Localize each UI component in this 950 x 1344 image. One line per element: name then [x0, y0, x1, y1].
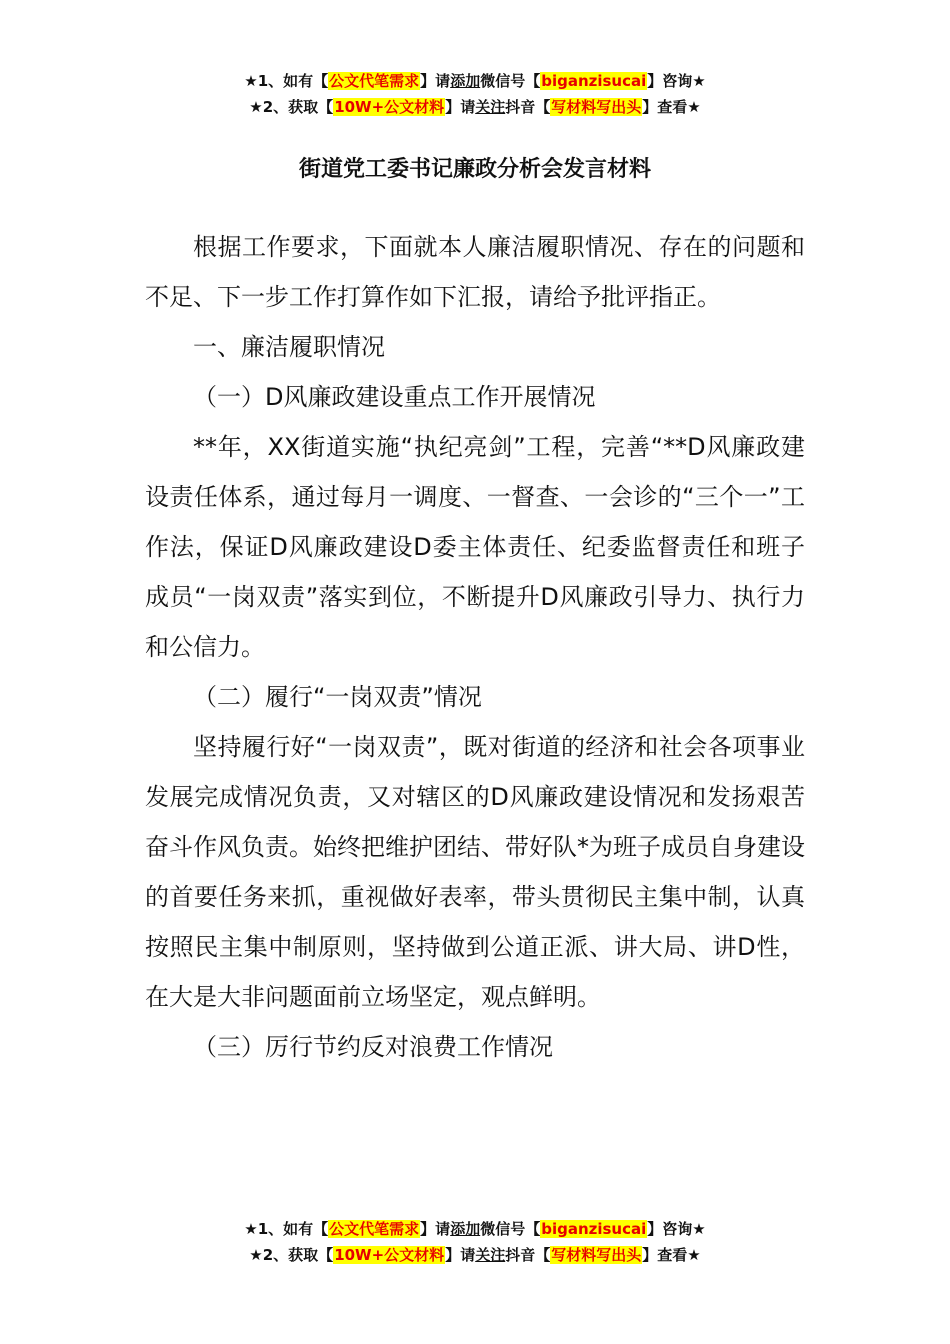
promo-highlight: 公文代笔需求: [329, 72, 420, 90]
paragraph-body-2: 坚持履行好“一岗双责”，既对街道的经济和社会各项事业发展完成情况负责，又对辖区的D风廉政建设情况和发扬艰苦奋斗作风负责。始终把维护团结、带好队*为班子成员自身建设的首要任务来抓，重视做好表率，带头贯彻民主集中制，认真按照民主集中制原则，坚持做到公道正派、讲大局、讲D性，在大是大非问题面前立场坚定，观点鲜明。: [145, 733, 805, 1011]
promo-underline: 关注: [475, 98, 506, 116]
promo-text: 】查看★: [642, 1246, 701, 1264]
promo-text: 】请: [420, 72, 451, 90]
promo-text: 抖音【: [505, 98, 551, 116]
promo-highlight: 写材料写出头: [551, 1246, 642, 1264]
promo-banner-bottom: [0, 1216, 950, 1268]
promo-text: 】咨询★: [647, 72, 706, 90]
paragraph-body-1: **年，XX街道实施“执纪亮剑”工程，完善“**D风廉政建设责任体系，通过每月一调度、一督查、一会诊的“三个一”工作法，保证D风廉政建设D委主体责任、纪委监督责任和班子成员“一岗双责”落实到位，不断提升D风廉政引导力、执行力和公信力。: [145, 433, 805, 661]
promo-highlight: biganzisucai: [541, 1220, 647, 1238]
promo-text: 微信号【: [480, 72, 541, 90]
document-body: [145, 222, 805, 1072]
promo-text: 】咨询★: [647, 1220, 706, 1238]
promo-banner-top: [0, 68, 950, 120]
promo-text: 微信号【: [480, 1220, 541, 1238]
promo-text: ★2、获取【: [249, 1246, 334, 1264]
promo-text: ★1、如有【: [244, 72, 329, 90]
promo-highlight: 写材料写出头: [551, 98, 642, 116]
promo-text: ★1、如有【: [244, 1220, 329, 1238]
promo-highlight: 公文代笔需求: [329, 1220, 420, 1238]
promo-text: 】请: [420, 1220, 451, 1238]
subsection-heading-1: （一）D风廉政建设重点工作开展情况: [193, 383, 596, 411]
promo-text: 抖音【: [505, 1246, 551, 1264]
subsection-heading-2: （二）履行“一岗双责”情况: [193, 683, 482, 711]
promo-underline: 关注: [475, 1246, 506, 1264]
promo-text: ★2、获取【: [249, 98, 334, 116]
subsection-heading-3: （三）厉行节约反对浪费工作情况: [193, 1033, 553, 1061]
promo-text: 】查看★: [642, 98, 701, 116]
promo-highlight: 10W+公文材料: [334, 1246, 445, 1264]
document-title: 街道党工委书记廉政分析会发言材料: [298, 157, 651, 182]
promo-line-1: [0, 1216, 950, 1242]
promo-highlight: 10W+公文材料: [334, 98, 445, 116]
promo-text: 】请: [445, 1246, 476, 1264]
promo-line-1: [0, 68, 950, 94]
promo-underline: 添加: [450, 72, 481, 90]
section-heading-1: 一、廉洁履职情况: [193, 333, 385, 361]
promo-underline: 添加: [450, 1220, 481, 1238]
promo-highlight: biganzisucai: [541, 72, 647, 90]
promo-line-2: [0, 94, 950, 120]
promo-text: 】请: [445, 98, 476, 116]
promo-line-2: [0, 1242, 950, 1268]
paragraph-intro: 根据工作要求，下面就本人廉洁履职情况、存在的问题和不足、下一步工作打算作如下汇报，请给予批评指正。: [145, 233, 805, 311]
